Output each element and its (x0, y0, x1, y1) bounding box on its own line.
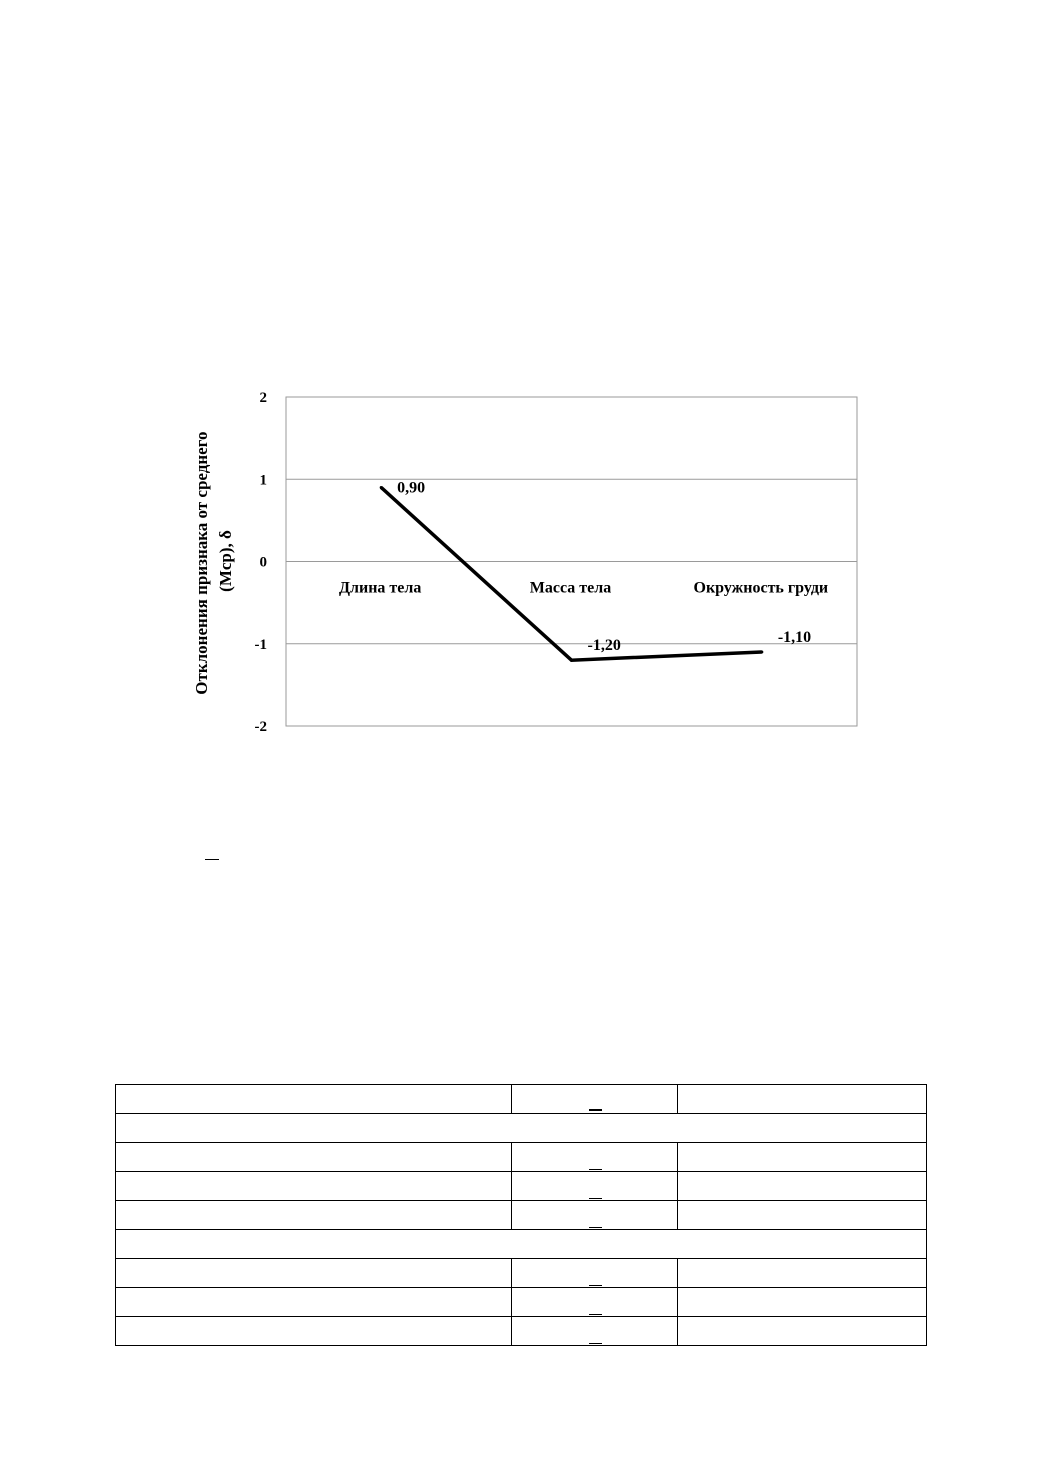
section-cell (116, 1114, 927, 1143)
table-row (116, 1259, 927, 1288)
data-point-2 (760, 650, 763, 653)
data-table (115, 1084, 927, 1346)
x-category-label-2: Окружность груди (693, 579, 829, 597)
table-cell-col-1 (116, 1288, 512, 1317)
table-cell-col-1 (116, 1085, 512, 1114)
y-tick-label-4: -2 (254, 719, 267, 735)
table-section-row (116, 1114, 927, 1143)
table-cell-col-3 (678, 1172, 927, 1201)
data-label-1: -1,20 (587, 637, 621, 655)
y-tick-label-2: 0 (259, 554, 267, 571)
table-cell-col-1 (116, 1172, 512, 1201)
x-axis-categories (339, 580, 828, 597)
dash-mark (589, 1314, 602, 1315)
data-point-1 (570, 659, 573, 662)
table-cell-col-2 (512, 1172, 678, 1201)
dash-mark (589, 1198, 602, 1199)
table-cell-col-1 (116, 1201, 512, 1230)
stray-dash-mark (205, 859, 219, 860)
table-row (116, 1085, 927, 1114)
y-axis-ticks (255, 390, 268, 735)
table-cell-col-3 (678, 1085, 927, 1114)
table-row (116, 1201, 927, 1230)
dash-mark (589, 1169, 602, 1170)
table-row (116, 1317, 927, 1346)
table-cell-col-2 (512, 1259, 678, 1288)
table-cell-col-2 (512, 1201, 678, 1230)
table-row (116, 1172, 927, 1201)
table-cell-col-3 (678, 1143, 927, 1172)
table-cell-col-3 (678, 1201, 927, 1230)
dash-mark (589, 1227, 602, 1228)
table-cell-col-3 (678, 1317, 927, 1346)
x-category-label-1: Масса тела (529, 579, 612, 597)
table-cell-col-2 (512, 1317, 678, 1346)
dash-mark (589, 1109, 602, 1111)
table-cell-col-3 (678, 1288, 927, 1317)
y-axis-label-line-2: (Мср), δ (216, 530, 235, 592)
y-tick-label-0: 2 (259, 390, 267, 406)
table-row (116, 1288, 927, 1317)
dash-mark (589, 1343, 602, 1344)
table-cell-col-2 (512, 1085, 678, 1114)
table-cell-col-2 (512, 1143, 678, 1172)
y-tick-label-3: -1 (254, 636, 267, 653)
data-label-0: 0,90 (397, 479, 426, 497)
table-cell-col-3 (678, 1259, 927, 1288)
y-tick-label-1: 1 (259, 472, 267, 489)
table-cell-col-2 (512, 1288, 678, 1317)
y-axis-label-line-1: Отклонения признака от среднего (192, 431, 211, 695)
data-point-0 (380, 486, 383, 489)
table-section-row (116, 1230, 927, 1259)
y-axis-label (192, 427, 235, 694)
table-row (116, 1143, 927, 1172)
section-cell (116, 1230, 927, 1259)
table-cell-col-1 (116, 1317, 512, 1346)
data-label-2: -1,10 (777, 628, 812, 646)
x-category-label-0: Длина тела (338, 579, 422, 597)
table-cell-col-1 (116, 1259, 512, 1288)
table-body (116, 1085, 927, 1346)
dash-mark (589, 1285, 602, 1286)
table-cell-col-1 (116, 1143, 512, 1172)
